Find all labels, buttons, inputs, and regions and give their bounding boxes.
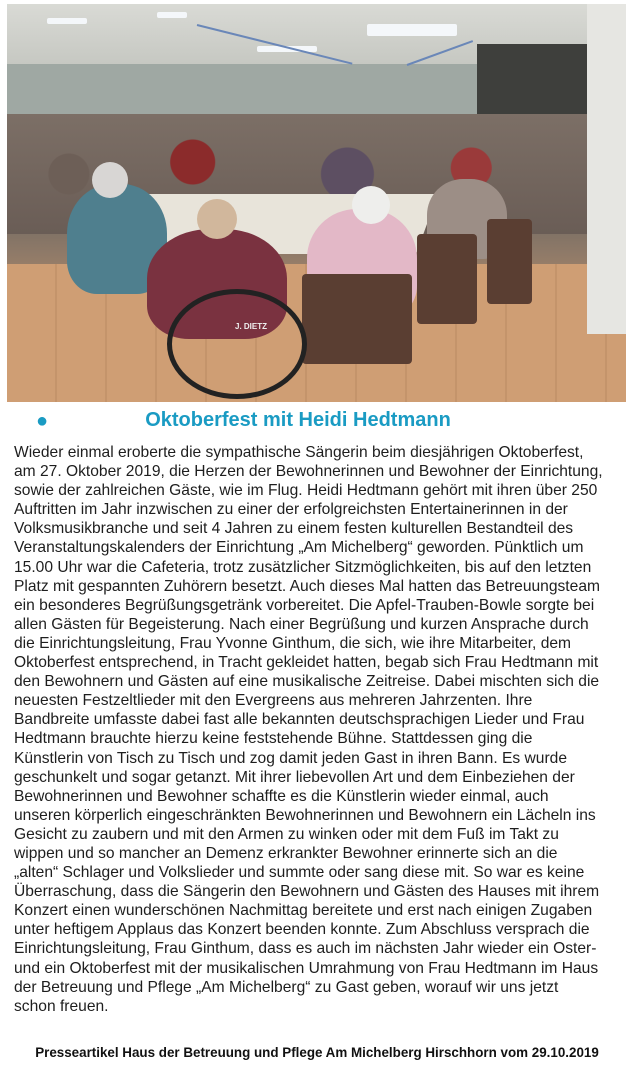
article-line: Oktoberfest entsprechend, in Tracht gekleidet hatten, begab sich Frau Hedtmann mit xyxy=(14,654,599,672)
chair xyxy=(302,274,412,364)
press-caption: Presseartikel Haus der Betreuung und Pflege Am Michelberg Hirschhorn vom 29.10.2019 xyxy=(35,1045,599,1060)
ceiling-light xyxy=(367,24,457,36)
photo-window xyxy=(477,44,597,124)
guest-head xyxy=(92,162,128,198)
article-line: der Betreuung und Pflege „Am Michelberg“ zu Gast geben, worauf wir uns jetzt xyxy=(14,978,559,996)
article-line: wippen und so mancher an Demenz erkrankter Bewohner erinnerte sich an die xyxy=(14,844,558,862)
article-line: die Einrichtungsleitung, Frau Yvonne Ginthum, die sich, wie ihre Mitarbeiter, dem xyxy=(14,634,572,652)
article-line: neuesten Festzeltlieder mit den Evergreens aus mehreren Jahrzenten. Ihre xyxy=(14,692,533,710)
headline-row xyxy=(0,408,634,434)
article-line: Wieder einmal eroberte die sympathische Sängerin beim diesjährigen Oktoberfest, xyxy=(14,444,584,461)
article-line: Einrichtungsleitung, Frau Ginthum, dass es auch im nächsten Jahr wieder ein Oster- xyxy=(14,940,597,958)
article-line: Künstlerin von Tisch zu Tisch und zog damit jeden Gast in ihren Bann. Es wurde xyxy=(14,749,568,767)
article-body xyxy=(14,443,626,1016)
article-line: Bewohnerinnen und Bewohner schaffte es die Künstlerin wieder einmal, auch xyxy=(14,787,549,805)
article-line: Bandbreite umfasste dabei fast alle bekannten deutschsprachigen Lieder und Frau xyxy=(14,711,585,729)
ceiling-light xyxy=(157,12,187,18)
article-line: allen Gästen für Begeisterung. Nach einer Begrüßung und kurzen Ansprache durch xyxy=(14,615,589,633)
article-line: sowie der zahlreichen Gäste, wie im Flug. Heidi Hedtmann gehört mit ihren über 250 xyxy=(14,482,598,500)
article-line: ein besonderes Begrüßungsgetränk vorbereitet. Die Apfel-Trauben-Bowle sorgte bei xyxy=(14,596,595,614)
article-line: Hedtmann brauchte hierzu keine feststehende Bühne. Stattdessen ging die xyxy=(14,730,533,748)
guest-head xyxy=(197,199,237,239)
article-line: am 27. Oktober 2019, die Herzen der Bewohnerinnen und Bewohner der Einrichtung, xyxy=(14,463,603,481)
article-line: schon freuen. xyxy=(14,997,109,1015)
article-line: Platz mit gespannten Zuhörern besetzt. Auch dieses Mal hatten das Betreuungsteam xyxy=(14,577,600,595)
article-line: und ein Oktoberfest mit der musikalischen Umrahmung von Frau Hedtmann im Haus xyxy=(14,959,599,977)
article-line: unter heftigem Applaus das Konzert beenden konnte. Zum Abschluss versprach die xyxy=(14,921,590,939)
article-line: den Bewohnern und Gästen auf eine musikalische Zeitreise. Dabei mischten sich die xyxy=(14,673,600,691)
wheelchair xyxy=(167,289,307,399)
chair xyxy=(487,219,532,304)
article-line: Volksmusikbranche und seit 4 Jahren zu einem festen kulturellen Bestandteil des xyxy=(14,520,574,538)
chair xyxy=(417,234,477,324)
article-line: geschunkelt und sogar getanzt. Mit ihrer liebevollen Art und dem Einbeziehen der xyxy=(14,768,575,786)
article-line: 15.00 Uhr war die Cafeteria, trotz zusätzlicher Sitzmöglichkeiten, bis auf den letzten xyxy=(14,558,592,576)
ceiling-light xyxy=(47,18,87,24)
article-line: „alten“ Schlager und Volkslieder und summte oder sang diese mit. So war es keine xyxy=(14,864,585,882)
article-line: Auftritten im Jahr inzwischen zu einer der erfolgreichsten Entertainerinnen in der xyxy=(14,501,568,519)
bullet-icon: ● xyxy=(36,410,49,432)
guest-head xyxy=(352,186,390,224)
article-line: Veranstaltungskalenders der Einrichtung „Am Michelberg“ geworden. Pünktlich um xyxy=(14,539,584,557)
article-line: Überraschung, dass die Sängerin den Bewohnern und Gästen des Hauses mit ihrem xyxy=(14,883,600,901)
article-line: unseren körperlich eingeschränkten Bewohnerinnen und Bewohnern ein Lächeln ins xyxy=(14,806,596,824)
photo-pillar xyxy=(587,4,626,334)
article-title: Oktoberfest mit Heidi Hedtmann xyxy=(145,409,451,431)
event-photo xyxy=(7,4,626,402)
wheelchair-label: J. DIETZ xyxy=(235,322,268,331)
article-line: Gesicht zu zaubern und mit den Armen zu winken oder mit dem Fuß im Takt zu xyxy=(14,825,559,843)
article-line: Konzert einen wunderschönen Nachmittag bereitete und erst nach einigen Zugaben xyxy=(14,902,593,920)
